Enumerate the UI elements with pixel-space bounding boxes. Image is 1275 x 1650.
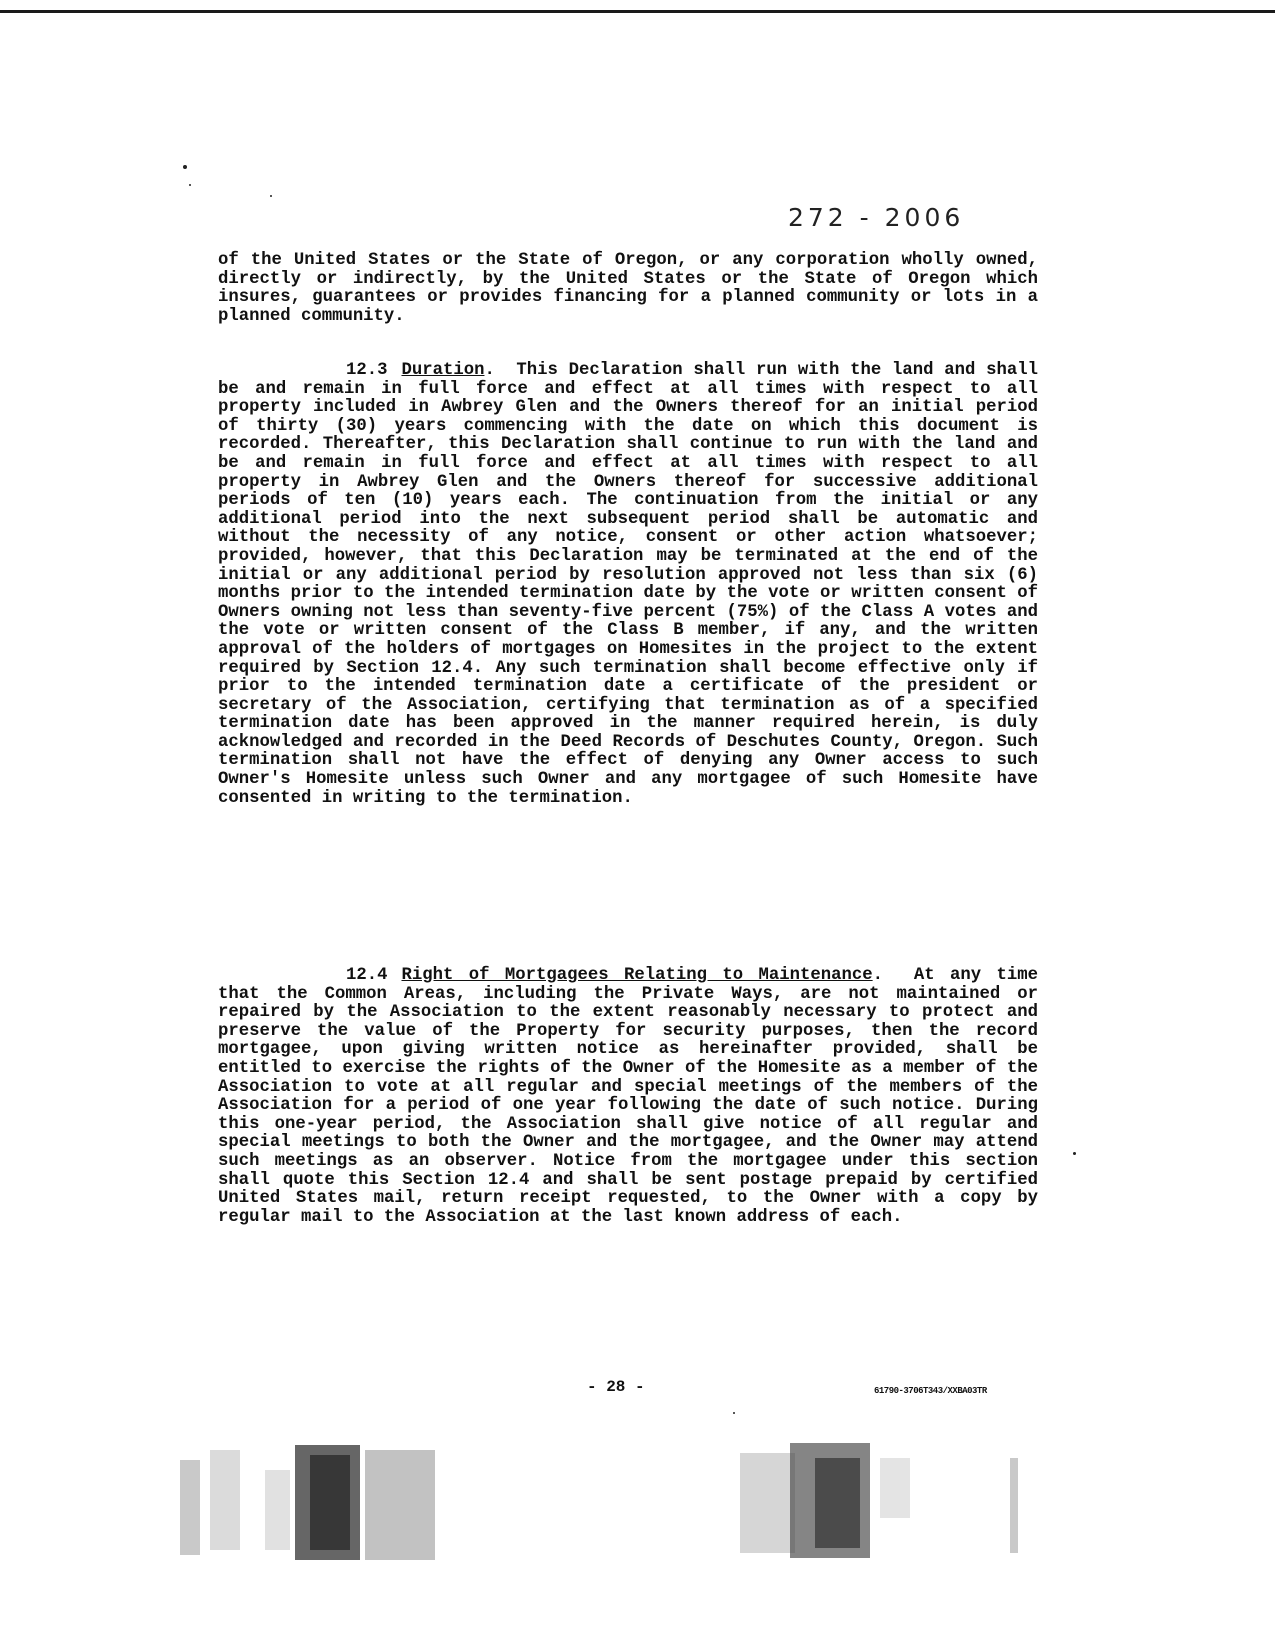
section-12-4-mortgagees: 12.4 Right of Mortgagees Relating to Maintenance. At any time that the Common Areas, including the Private Ways, are not maintained or repaired by the Association to the extent reasonably necessary to protect and preserve the value of the Property for security purposes, then the record mortgagee, upon giving written notice as hereinafter provided, shall be entitled to exercise the rights of the Owner of the Homesite as a member of the Association to vote at all regular and special meetings of the members of the Association for a period of one year following the date of such notice. During this one-year period, the Association shall give notice of all regular and special meetings to both the Owner and the mortgagee, and the Owner may attend such meetings as an observer. Notice from the mortgagee under this section shall quote this Section 12.4 and shall be sent postage prepaid by certified United States mail, return receipt requested, to the Owner with a copy by regular mail to the Association at the last known address of each.: [218, 966, 1038, 1227]
recording-number: 272 - 2006: [788, 203, 965, 232]
section-heading: Duration: [401, 361, 485, 380]
section-text: This Declaration shall run with the land and shall be and remain in full force and effect at all times with respect to all property included in Awbrey Glen and the Owners thereof for an initial period of thirty (30) years commencing with the date on which this document is recorded. Thereafter, this Declaration shall continue to run with the land and be and remain in full force and effect at all times with respect to all property in Awbrey Glen and the Owners thereof for successive additional periods of ten (10) years each. The continuation from the initial or any additional period into the next subsequent period shall be automatic and without the necessity of any notice, consent or other action whatsoever; provided, however, that this Declaration may be terminated at the end of the initial or any additional period by resolution approved not less than six (6) months prior to the intended termination date by the vote or written consent of Owners owning not less than seventy-five percent (75%) of the Class A votes and the vote or written consent of the Class B member, if any, and the written approval of the holders of mortgages on Homesites in the project to the extent required by Section 12.4. Any such termination shall become effective only if prior to the intended termination date a certificate of the president or secretary of the Association, certifying that termination as of a specified termination date has been approved in the manner required herein, is duly acknowledged and recorded in the Deed Records of Deschutes County, Oregon. Such termination shall not have the effect of denying any Owner access to such Owner's Homesite unless such Owner and any mortgagee of such Homesite have consented in writing to the termination.: [218, 361, 1038, 808]
section-number: 12.4: [346, 966, 388, 985]
scan-noise-right-pattern: [740, 1443, 1018, 1558]
paragraph-intro-text: of the United States or the State of Oregon, or any corporation wholly owned, directly or indirectly, by the United States or the State of Oregon which insures, guarantees or provides financing for a planned community or lots in a planned community.: [218, 251, 1038, 326]
scan-speck: [1073, 1152, 1076, 1155]
scan-speck: [270, 195, 272, 197]
section-text: At any time that the Common Areas, including the Private Ways, are not maintained or repaired by the Association to the extent reasonably necessary to protect and preserve the value of the Property for security purposes, then the record mortgagee, upon giving written notice as hereinafter provided, shall be entitled to exercise the rights of the Owner of the Homesite as a member of the Association to vote at all regular and special meetings of the members of the Association for a period of one year following the date of such notice. During this one-year period, the Association shall give notice of all regular and special meetings to both the Owner and the mortgagee, and the Owner may attend such meetings as an observer. Notice from the mortgagee under this section shall quote this Section 12.4 and shall be sent postage prepaid by certified United States mail, return receipt requested, to the Owner with a copy by regular mail to the Association at the last known address of each.: [218, 966, 1038, 1227]
scan-noise-left: [180, 1440, 480, 1565]
scan-noise-left-pattern: [180, 1445, 435, 1560]
page-number: - 28 -: [587, 1378, 645, 1396]
scan-speck: [733, 1412, 735, 1414]
document-code: 61790-3706T343/XXBA03TR: [874, 1386, 987, 1396]
scan-speck: [183, 165, 187, 169]
section-number: 12.3: [346, 361, 388, 380]
scan-noise-right: [740, 1438, 1030, 1563]
paragraph-intro: [218, 252, 1038, 326]
top-border-rule: [0, 10, 1275, 13]
scan-speck: [189, 184, 191, 186]
section-heading: Right of Mortgagees Relating to Maintenance: [401, 966, 873, 985]
section-12-3-duration: 12.3 Duration. This Declaration shall run with the land and shall be and remain in full force and effect at all times with respect to all property included in Awbrey Glen and the Owners thereof for an initial period of thirty (30) years commencing with the date on which this document is recorded. Thereafter, this Declaration shall continue to run with the land and be and remain in full force and effect at all times with respect to all property in Awbrey Glen and the Owners thereof for successive additional periods of ten (10) years each. The continuation from the initial or any additional period into the next subsequent period shall be automatic and without the necessity of any notice, consent or other action whatsoever; provided, however, that this Declaration may be terminated at the end of the initial or any additional period by resolution approved not less than six (6) months prior to the intended termination date by the vote or written consent of Owners owning not less than seventy-five percent (75%) of the Class A votes and the vote or written consent of the Class B member, if any, and the written approval of the holders of mortgages on Homesites in the project to the extent required by Section 12.4. Any such termination shall become effective only if prior to the intended termination date a certificate of the president or secretary of the Association, certifying that termination as of a specified termination date has been approved in the manner required herein, is duly acknowledged and recorded in the Deed Records of Deschutes County, Oregon. Such termination shall not have the effect of denying any Owner access to such Owner's Homesite unless such Owner and any mortgagee of such Homesite have consented in writing to the termination.: [218, 361, 1038, 808]
